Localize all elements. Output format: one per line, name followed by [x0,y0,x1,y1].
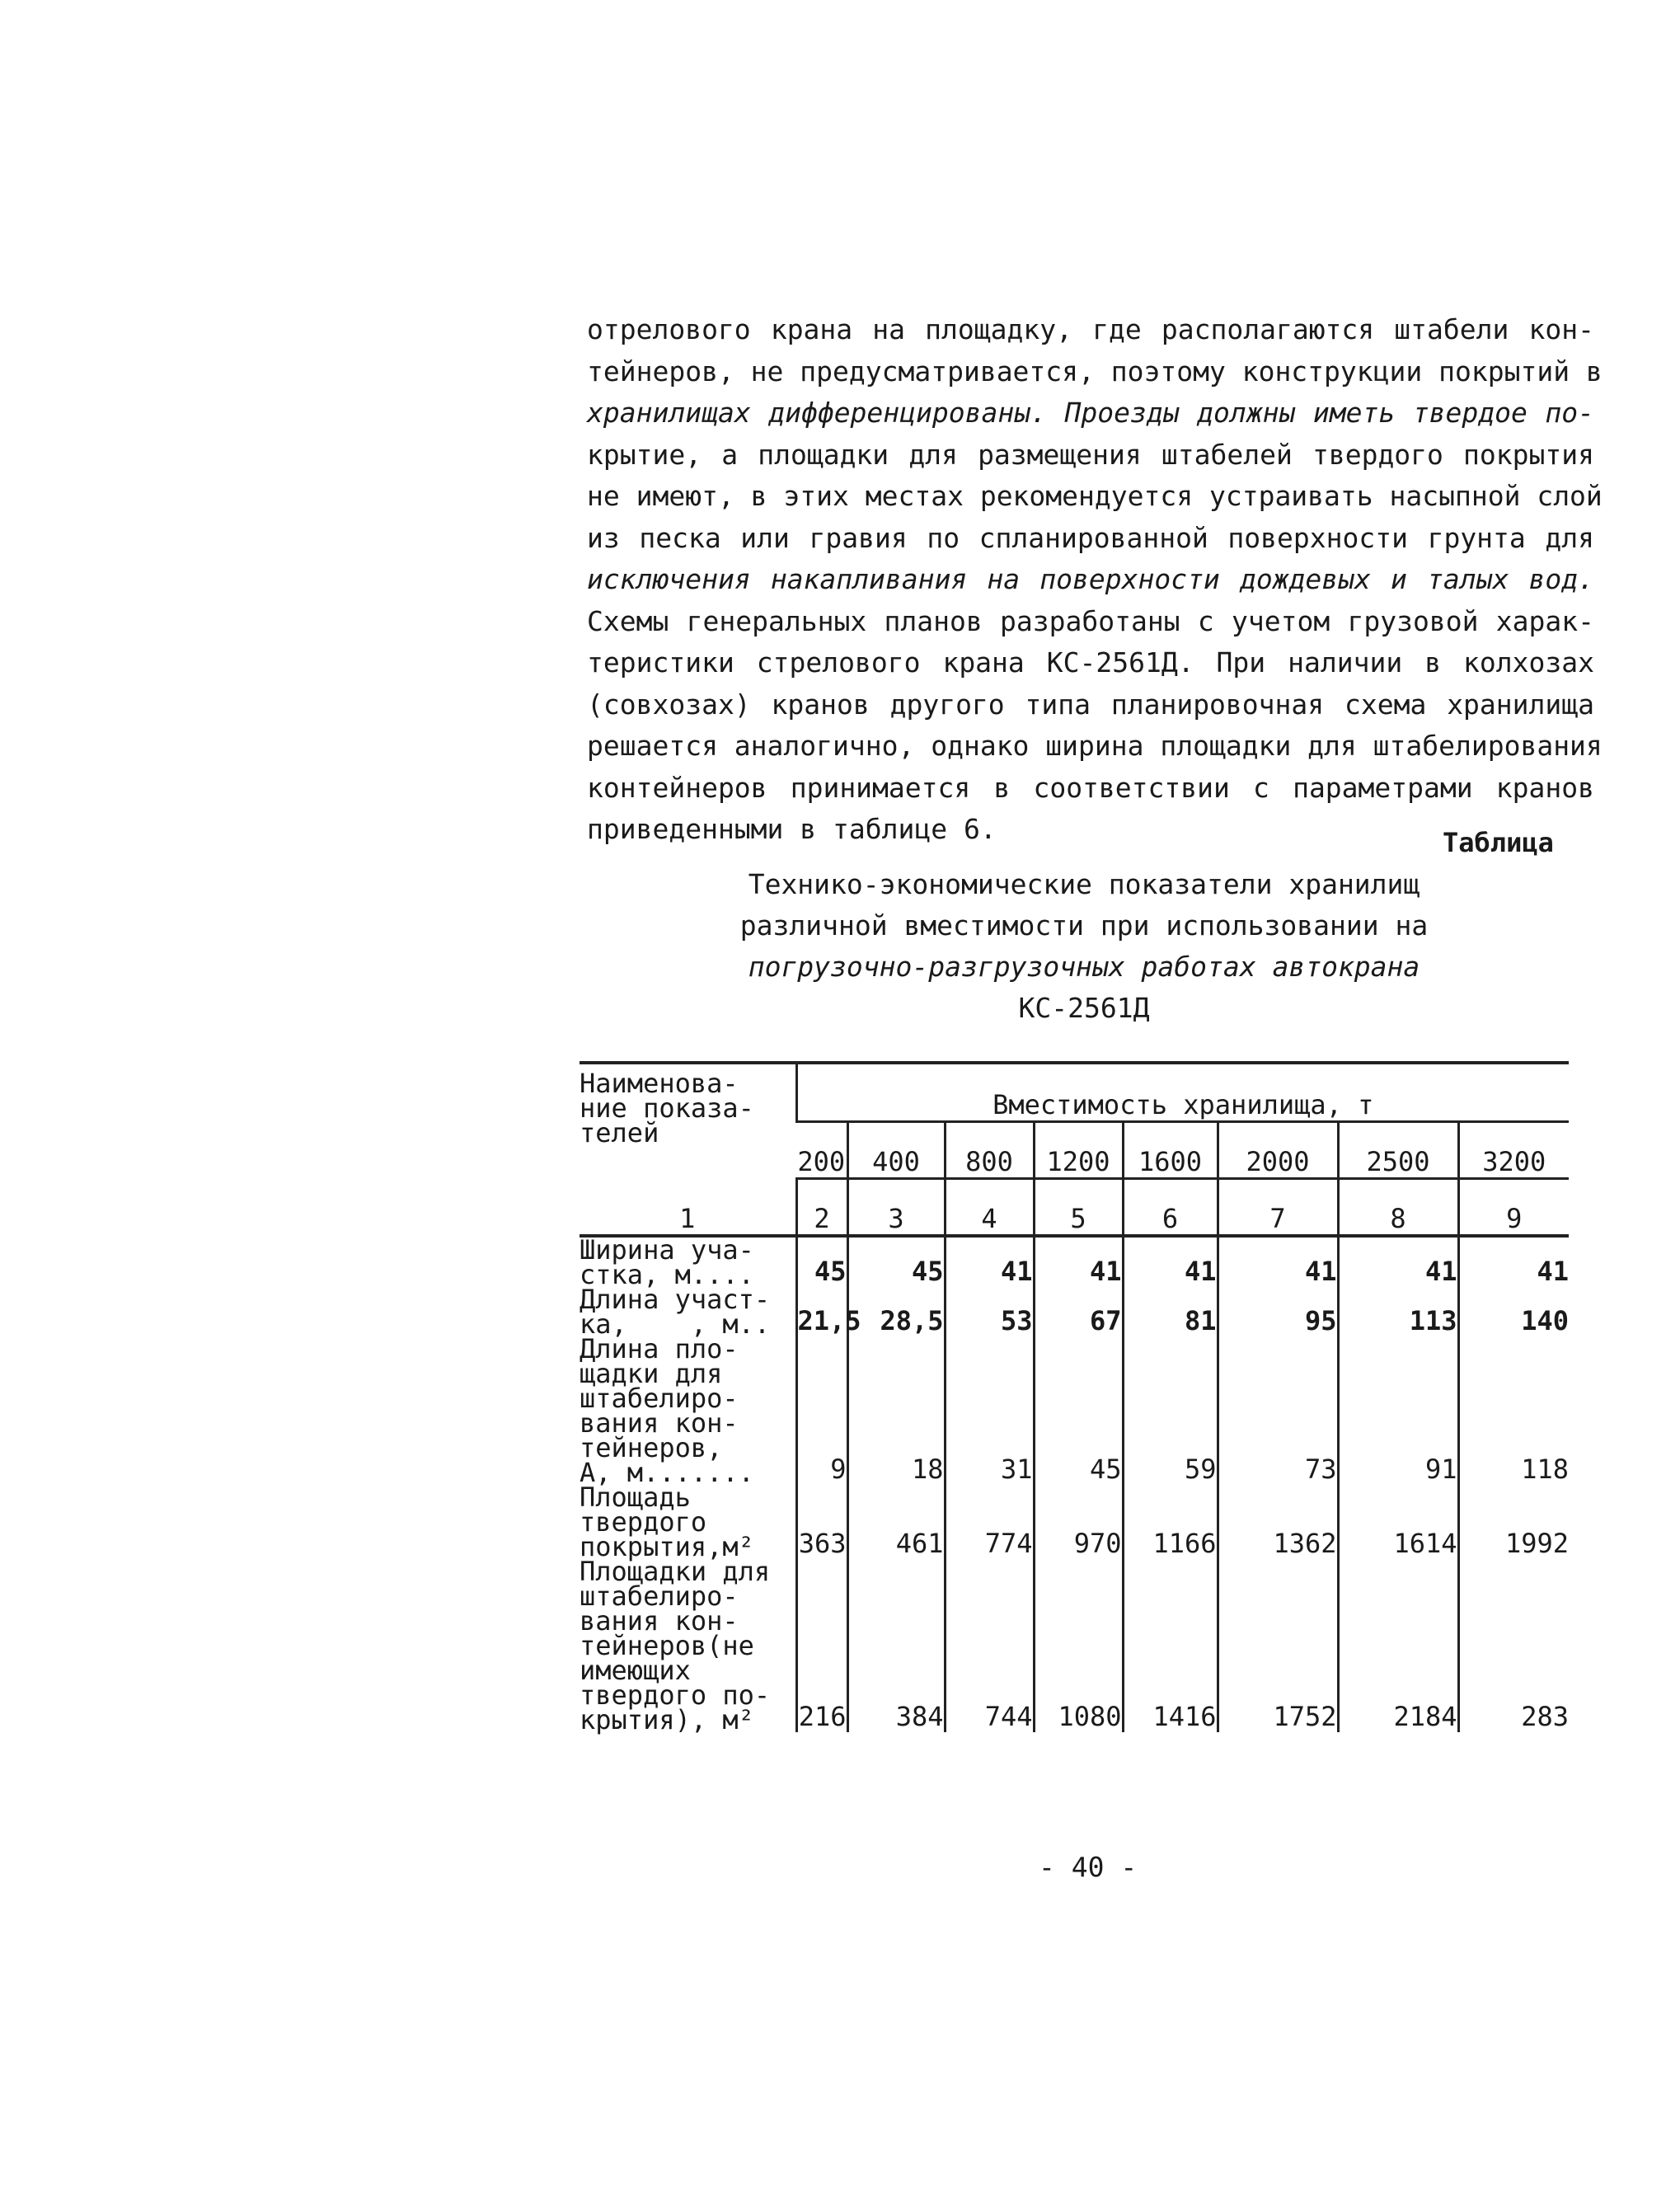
paragraph-line: исключения накапливания на поверхности дождевых и талых вод. [587,563,1594,595]
table-cell: 461 [847,1485,945,1559]
table-title-line: Технико-экономические показатели хранилищ [748,868,1420,900]
table-cell: 9 [796,1336,847,1485]
table-cell: 41 [1338,1236,1458,1287]
table-title-line: КС-2561Д [1018,992,1150,1024]
body-paragraph [587,309,1603,851]
capacity-header: 2500 [1338,1122,1458,1179]
table-cell: 45 [796,1236,847,1287]
row-name: Длина участ- ка, , м.. [580,1284,771,1340]
capacity-header: 2000 [1218,1122,1338,1179]
table-cell: 118 [1458,1336,1569,1485]
table-cell: 41 [1218,1236,1338,1287]
table-cell: 45 [1034,1336,1123,1485]
table-cell: 113 [1338,1287,1458,1336]
paragraph-line: отрелового крана на площадку, где располагаются штабели кон- [587,313,1594,345]
capacity-header: 200 [796,1122,847,1179]
name-column-header-text: Наименова- ние показа- телей [580,1068,754,1148]
capacity-header: 3200 [1458,1122,1569,1179]
table-cell: 384 [847,1559,945,1732]
paragraph-line: не имеют, в этих местах рекомендуется устраивать насыпной слой [587,480,1603,512]
column-number: 4 [945,1179,1034,1237]
table-cell: 91 [1338,1336,1458,1485]
row-name: Площадь твердого покрытия,м² [580,1482,754,1562]
capacity-header: 800 [945,1122,1034,1179]
column-number: 9 [1458,1179,1569,1237]
row-name: Ширина уча- стка, м.... [580,1234,754,1290]
table-cell: 1614 [1338,1485,1458,1559]
row-name: Длина пло- щадки для штабелиро- вания кон- тейнеров, А, м....... [580,1333,754,1488]
table-cell: 140 [1458,1287,1569,1336]
table-row [580,1559,1569,1732]
table-cell: 67 [1034,1287,1123,1336]
table-cell: 1080 [1034,1559,1123,1732]
table-cell: 1362 [1218,1485,1338,1559]
table-cell: 1992 [1458,1485,1569,1559]
table-cell: 95 [1218,1287,1338,1336]
page-number: - 40 - [1039,1851,1138,1883]
column-number: 8 [1338,1179,1458,1237]
table-cell: 73 [1218,1336,1338,1485]
column-number: 3 [847,1179,945,1237]
table-cell: 1416 [1123,1559,1218,1732]
table-cell: 53 [945,1287,1034,1336]
column-number: 7 [1218,1179,1338,1237]
column-number: 5 [1034,1179,1123,1237]
paragraph-line: из песка или гравия по спланированной поверхности грунта для [587,521,1594,554]
table-cell: 18 [847,1336,945,1485]
table-cell: 1166 [1123,1485,1218,1559]
capacity-header: 1200 [1034,1122,1123,1179]
table-cell: 1752 [1218,1559,1338,1732]
table-cell: 41 [1458,1236,1569,1287]
table-cell: 28,5 [847,1287,945,1336]
table-cell: 744 [945,1559,1034,1732]
table-cell: 970 [1034,1485,1123,1559]
paragraph-line: решается аналогично, однако ширина площадки для штабелирования [587,730,1603,762]
table-cell: 283 [1458,1559,1569,1732]
column-number: 1 [580,1179,796,1237]
table-row [580,1336,1569,1485]
name-column-header [580,1063,796,1179]
table-row [580,1485,1569,1559]
table-title [701,864,1467,1029]
table-cell: 41 [1123,1236,1218,1287]
paragraph-line: крытие, а площадки для размещения штабелей твердого покрытия [587,438,1594,471]
table-title-line: различной вместимости при использовании на [739,909,1429,942]
table-cell: 45 [847,1236,945,1287]
paragraph-line: контейнеров принимается в соответствии с параметрами кранов [587,771,1594,804]
table-cell: 59 [1123,1336,1218,1485]
capacity-header: 400 [847,1122,945,1179]
column-number: 6 [1123,1179,1218,1237]
indicators-table [580,1061,1569,1735]
table-cell: 31 [945,1336,1034,1485]
table-cell: 774 [945,1485,1034,1559]
table-cell: 21,5 [796,1287,847,1336]
table-cell: 216 [796,1559,847,1732]
paragraph-line: (совхозах) кранов другого типа планировочная схема хранилища [587,688,1594,721]
capacity-group-header: Вместимость хранилища, т [796,1063,1569,1122]
table-cell: 2184 [1338,1559,1458,1732]
paragraph-line: приведенными в таблице 6. [587,813,997,845]
capacity-header: 1600 [1123,1122,1218,1179]
table-cell: 81 [1123,1287,1218,1336]
table-title-line: погрузочно-разгрузочных работах автокрана [748,951,1420,983]
table-cell: 41 [945,1236,1034,1287]
table-cell: 41 [1034,1236,1123,1287]
table-row [580,1287,1569,1336]
paragraph-line: теристики стрелового крана КС-2561Д. При наличии в колхозах [587,646,1594,679]
paragraph-line: Схемы генеральных планов разработаны с учетом грузовой харак- [587,604,1594,637]
column-number: 2 [796,1179,847,1237]
table-label: Таблица [1443,827,1554,858]
paragraph-line: тейнеров, не предусматривается, поэтому конструкции покрытий в [587,355,1603,387]
table-cell: 363 [796,1485,847,1559]
table-row [580,1236,1569,1287]
row-name: Площадки для штабелиро- вания кон- тейнеров(не имеющих твердого по- крытия), м² [580,1556,771,1735]
paragraph-line: хранилищах дифференцированы. Проезды должны иметь твердое по- [587,397,1594,429]
